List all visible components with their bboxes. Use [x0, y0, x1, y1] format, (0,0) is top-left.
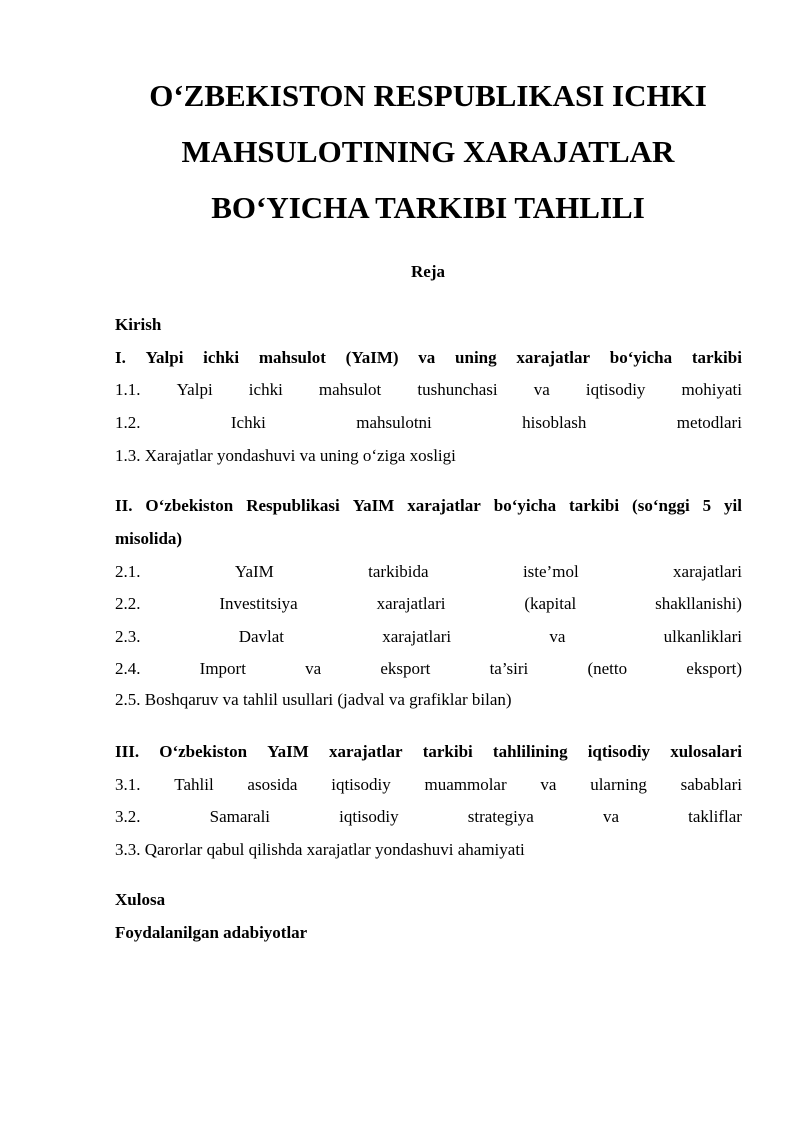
item-1-2: [115, 413, 742, 433]
word: asosida: [247, 775, 298, 794]
document-title: [100, 68, 756, 236]
item-2-5: 2.5. Boshqaruv va tahlil usullari (jadval va grafiklar bilan): [115, 690, 512, 709]
section-2-heading-line-2: misolida): [115, 529, 183, 548]
word: mahsulotni: [356, 413, 432, 432]
word: O‘zbekiston: [159, 742, 248, 761]
word: tarkibida: [368, 562, 429, 581]
word: va: [418, 348, 436, 367]
word: 5: [702, 496, 712, 515]
word: 2.4.: [115, 659, 141, 678]
word: Samarali: [209, 807, 271, 826]
title-line-1: O‘ZBEKISTON RESPUBLIKASI ICHKI: [149, 78, 707, 113]
word: 2.2.: [115, 594, 141, 613]
word: iqtisodiy: [585, 380, 646, 399]
word: Yalpi: [145, 348, 184, 367]
word: Investitsiya: [219, 594, 298, 613]
word: I.: [115, 348, 126, 367]
item-2-2: [115, 594, 742, 614]
word: 3.2.: [115, 807, 141, 826]
word: xarajatlar: [328, 742, 403, 761]
word: takliflar: [688, 807, 742, 826]
item-2-3: [115, 627, 742, 647]
word: xarajatlari: [376, 594, 446, 613]
word: ta’siri: [489, 659, 529, 678]
word: hisoblash: [522, 413, 587, 432]
word: 1.1.: [115, 380, 141, 399]
word: va: [305, 659, 322, 678]
word: ichki: [203, 348, 240, 367]
item-3-1: [115, 775, 742, 795]
word: bo‘yicha: [493, 496, 557, 515]
intro-heading: Kirish: [115, 315, 162, 334]
word: metodlari: [676, 413, 742, 432]
word: tarkibi: [422, 742, 473, 761]
word: Davlat: [238, 627, 285, 646]
word: iqtisodiy: [331, 775, 391, 794]
word: mahsulot: [258, 348, 326, 367]
section-3-heading: [115, 742, 742, 762]
word: xarajatlari: [382, 627, 452, 646]
word: mahsulot: [318, 380, 382, 399]
word: muammolar: [424, 775, 507, 794]
word: strategiya: [467, 807, 534, 826]
word: mohiyati: [681, 380, 742, 399]
word: YaIM: [352, 496, 395, 515]
word: tarkibi: [569, 496, 620, 515]
word: uning: [455, 348, 497, 367]
word: va: [549, 627, 566, 646]
word: xarajatlar: [407, 496, 481, 515]
word: iqtisodiy: [339, 807, 399, 826]
word: II.: [115, 496, 133, 515]
word: shakllanishi): [655, 594, 742, 613]
word: Yalpi: [176, 380, 213, 399]
word: eksport: [380, 659, 431, 678]
word: va: [533, 380, 550, 399]
word: 1.2.: [115, 413, 141, 432]
word: tarkibi: [691, 348, 742, 367]
section-2-heading-line-1: [115, 496, 742, 516]
word: xulosalari: [670, 742, 742, 761]
item-2-4: [115, 659, 742, 679]
word: 2.3.: [115, 627, 141, 646]
word: xarajatlar: [516, 348, 591, 367]
section-1-heading: [115, 348, 742, 368]
title-line-3: BO‘YICHA TARKIBI TAHLILI: [211, 190, 645, 225]
item-1-1: [115, 380, 742, 400]
word: 2.1.: [115, 562, 141, 581]
word: YaIM: [267, 742, 309, 761]
word: (YaIM): [345, 348, 399, 367]
item-1-3: 1.3. Xarajatlar yondashuvi va uning o‘ziga xosligi: [115, 446, 456, 465]
word: ulkanliklari: [663, 627, 742, 646]
word: (kapital: [524, 594, 577, 613]
word: III.: [115, 742, 140, 761]
word: Ichki: [230, 413, 266, 432]
word: yil: [724, 496, 742, 515]
word: xarajatlari: [673, 562, 742, 581]
word: (netto: [587, 659, 628, 678]
word: YaIM: [234, 562, 274, 581]
word: tushunchasi: [417, 380, 498, 399]
word: 3.1.: [115, 775, 141, 794]
item-3-2: [115, 807, 742, 827]
word: iste’mol: [522, 562, 579, 581]
conclusion-heading: Xulosa: [115, 890, 166, 909]
word: tahlilining: [492, 742, 568, 761]
item-2-1: [115, 562, 742, 582]
word: va: [540, 775, 557, 794]
item-3-3: 3.3. Qarorlar qabul qilishda xarajatlar yondashuvi ahamiyati: [115, 840, 525, 859]
plan-heading: Reja: [411, 262, 445, 281]
word: Respublikasi: [246, 496, 340, 515]
word: eksport): [686, 659, 742, 678]
title-line-2: MAHSULOTINING XARAJATLAR: [181, 134, 675, 169]
word: Import: [199, 659, 246, 678]
word: ularning: [590, 775, 647, 794]
word: ichki: [248, 380, 283, 399]
word: iqtisodiy: [587, 742, 651, 761]
references-heading: Foydalanilgan adabiyotlar: [115, 923, 308, 942]
word: Tahlil: [174, 775, 214, 794]
word: va: [602, 807, 620, 826]
word: bo‘yicha: [609, 348, 673, 367]
word: O‘zbekiston: [145, 496, 234, 515]
word: (so‘nggi: [632, 496, 690, 515]
word: sabablari: [680, 775, 742, 794]
